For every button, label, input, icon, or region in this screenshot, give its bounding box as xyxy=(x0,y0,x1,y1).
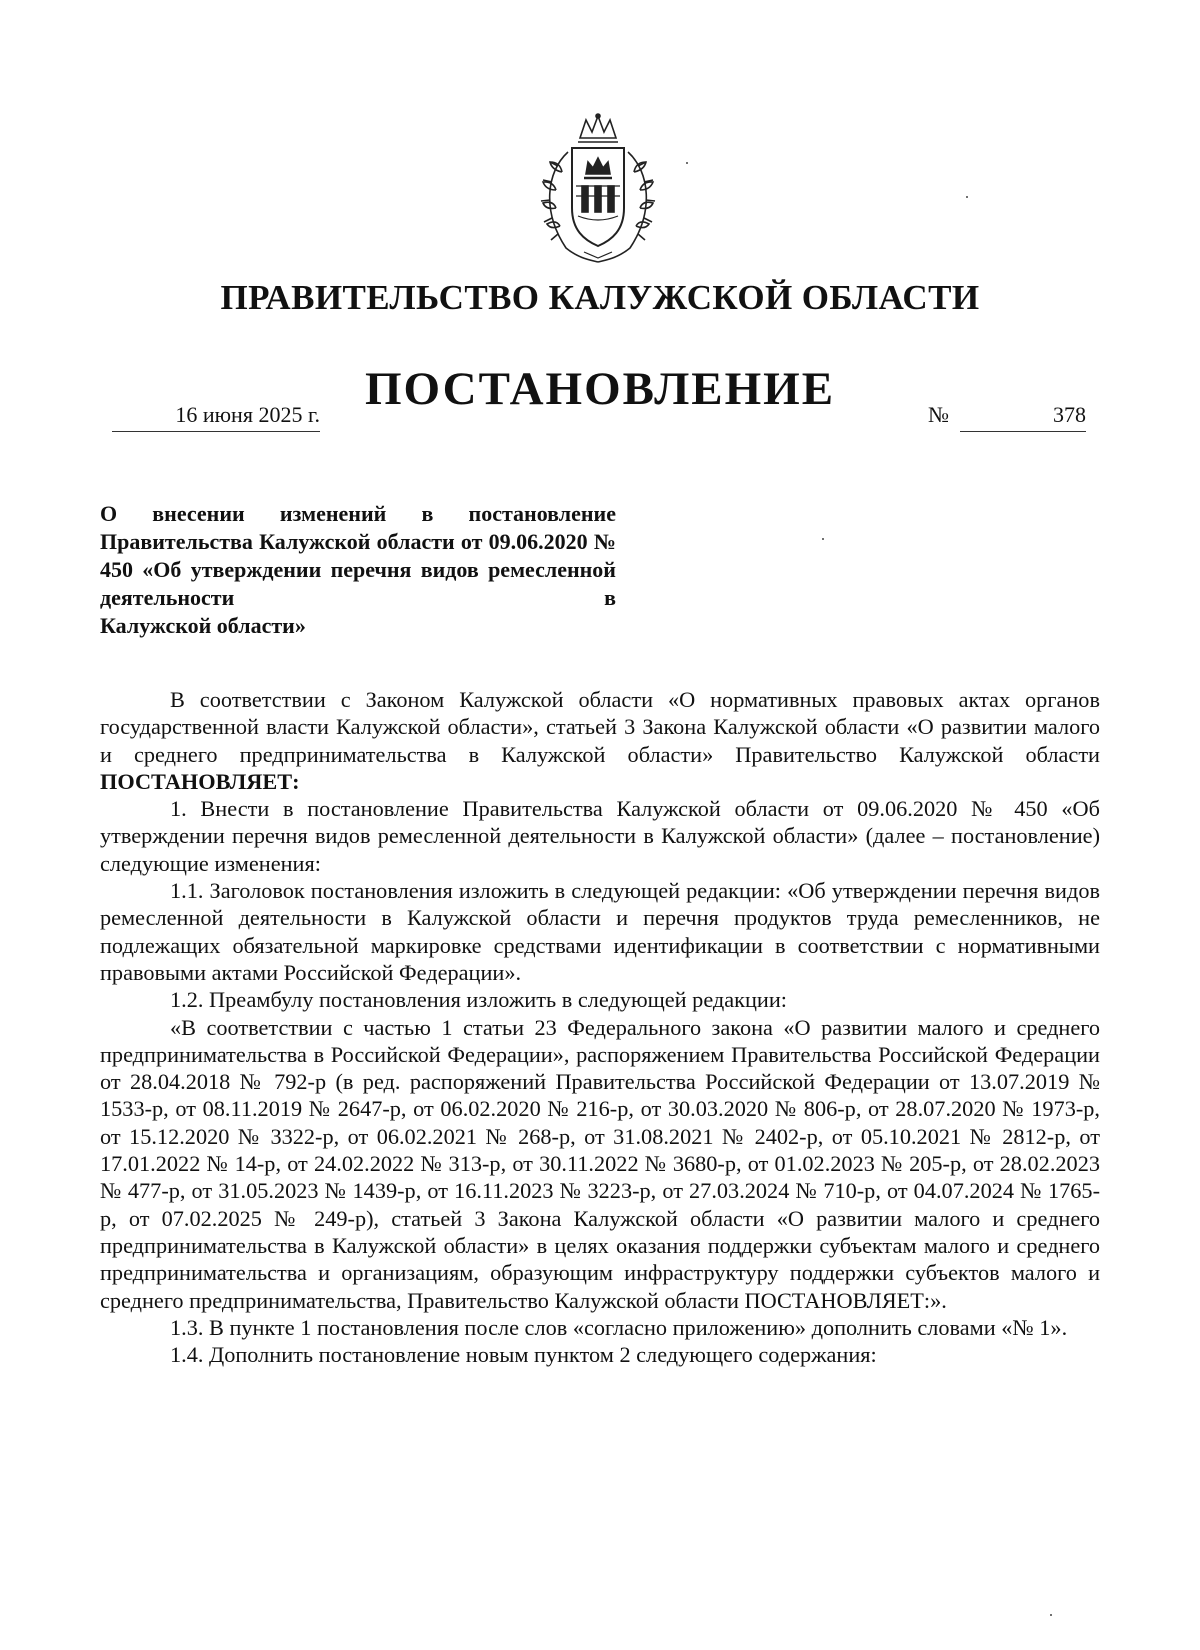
body-paragraph-item-1-2: 1.2. Преамбулу постановления изложить в следующей редакции: xyxy=(170,987,787,1013)
organization-title: ПРАВИТЕЛЬСТВО КАЛУЖСКОЙ ОБЛАСТИ xyxy=(220,278,980,317)
document-type-heading: ПОСТАНОВЛЕНИЕ xyxy=(364,363,836,415)
number-sign: № xyxy=(928,402,949,427)
decree-word: ПОСТАНОВЛЯЕТ: xyxy=(100,768,300,794)
document-date: 16 июня 2025 г. xyxy=(112,402,320,432)
body-paragraph-item-1-1: 1.1. Заголовок постановления изложить в следующей редакции: «Об утверждении перечня видов ремесленной деятельности в Калужской области и перечня продуктов труда ремесленников, не подлежащих обязательной маркировке средствами идентификации в соответствии с нормативными правовыми актами Российской Федерации». xyxy=(100,878,1100,985)
body-paragraph-item-1: 1. Внести в постановление Правительства Калужской области от 09.06.2020 № 450 «Об утверждении перечня видов ремесленной деятельности в Калужской области» (далее – постановление) следующие изменения: xyxy=(100,796,1100,876)
body-paragraph-item-1-4: 1.4. Дополнить постановление новым пунктом 2 следующего содержания: xyxy=(170,1342,877,1368)
document-subject-last-line: Калужской области» xyxy=(100,613,306,638)
document-number-value: 378 xyxy=(960,402,1086,432)
scan-speck xyxy=(822,538,824,540)
coat-of-arms-emblem xyxy=(528,112,668,264)
document-number xyxy=(928,402,1090,432)
scan-speck xyxy=(1050,1614,1052,1616)
body-paragraph-quoted-preamble: «В соответствии с частью 1 статьи 23 Федерального закона «О развитии малого и среднего предпринимательства в Российской Федерации», распоряжением Правительства Российской Федерации от 28.04.2018 № 792-р (в ред. распоряжений Правительства Российской Федерации от 13.07.2019 № 1533-р, от 08.11.2019 № 2647-р, от 06.02.2020 № 216-р, от 30.03.2020 № 806-р, от 28.07.2020 № 1973-р, от 15.12.2020 № 3322-р, от 06.02.2021 № 268-р, от 31.08.2021 № 2402-р, от 05.10.2021 № 2812-р, от 17.01.2022 № 14-р, от 24.02.2022 № 313-р, от 30.11.2022 № 3680-р, от 01.02.2023 № 205-р, от 28.02.2023 № 477-р, от 31.05.2023 № 1439-р, от 16.11.2023 № 3223-р, от 27.03.2024 № 710-р, от 04.07.2024 № 1765-р, от 07.02.2025 № 249-р), статьей 3 Закона Калужской области «О развитии малого и среднего предпринимательства в Калужской области» в целях оказания поддержки субъектам малого и среднего предпринимательства и организациям, образующим инфраструктуру поддержки субъектов малого и среднего предпринимательства, Правительство Калужской области ПОСТАНОВЛЯЕТ:». xyxy=(100,1014,1100,1313)
document-subject xyxy=(100,500,616,640)
preamble-text: В соответствии с Законом Калужской области «О нормативных правовых актах органов государственной власти Калужской области», статьей 3 Закона Калужской области «О развитии малого и среднего предпринимательства в Калужской области» Правительство Калужской области xyxy=(100,687,1100,767)
scan-speck xyxy=(686,162,688,164)
document-subject-text: О внесении изменений в постановление Правительства Калужской области от 09.06.2020 № 450 «Об утверждении перечня видов ремесленной деятельности в xyxy=(100,501,616,610)
scan-speck xyxy=(966,196,968,198)
body-paragraph-item-1-3: 1.3. В пункте 1 постановления после слов «согласно приложению» дополнить словами «№ 1». xyxy=(170,1314,1068,1340)
preamble-paragraph xyxy=(100,686,1100,795)
document-body xyxy=(100,686,1100,1368)
